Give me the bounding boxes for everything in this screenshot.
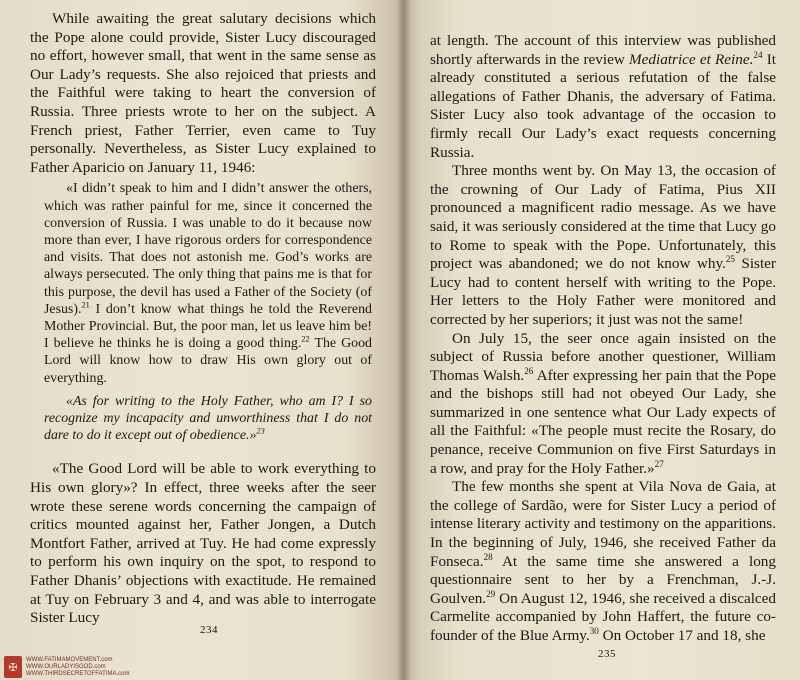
footnote-ref: 25 (725, 254, 735, 265)
shield-logo-icon: ✠ (4, 656, 22, 678)
paragraph (430, 478, 776, 645)
right-page-text (430, 32, 776, 646)
text-run: On July 15, the seer once again insisted on the subject of Russia before another questioner, William Thomas Walsh. (430, 329, 776, 384)
footnote-ref: 30 (589, 625, 599, 636)
text-run: At the same time she answered a long questionnaire sent to her by a Frenchman, J.-J. Goulven. (430, 552, 776, 607)
italic-quote (44, 393, 372, 445)
text-run: After expressing her pain that the Pope and the bishops still had not obeyed Our Lady, she summarized in one sentence what Our Lady expects of all the Faithful: «The people must recite the Rosary, do penance, receive Communion on five First Saturdays in a row, and pray for the Holy Father.» (430, 366, 776, 477)
watermark (4, 656, 129, 678)
paragraph: «The Good Lord will be able to work everything to His own glory»? In effect, three weeks after the seer wrote these serene words concerning the campaign of critics mounted against her, Father Jongen, a Dutch Montfort Father, arrived at Tuy. He had come expressly to perform his own inquiry on the spot, to respond to Father Dhanis’ objections with exactitude. He remained at Tuy on February 3 and 4, and was able to interrogate Sister Lucy (30, 460, 376, 627)
footnote-ref: 28 (483, 551, 493, 562)
block-quote (44, 180, 372, 386)
quote-text: I don’t know what things he told the Reverend Mother Provincial. But, the poor man, let us leave him be! I believe he thinks he is doing a good thing. (44, 301, 372, 352)
quote-text: The Good Lord will know how to draw His own glory out of everything. (44, 336, 372, 386)
watermark-url: WWW.THIRDSECRETOFFATIMA.com (26, 671, 130, 677)
text-run: Three months went by. On May 13, the occasion of the crowning of Our Lady of Fatima, Pius XII pronounced a magnificent radio message. As we have said, it was seriously considered at the time that Lucy go to Rome to speak with the Pope. Unfortunately, this project was abandoned; we do not know why. (430, 162, 776, 273)
watermark-url: WWW.FATIMAMOVEMENT.com (26, 657, 113, 663)
text-run: On October 17 and 18, she (598, 627, 766, 644)
paragraph (430, 162, 776, 329)
footnote-ref: 21 (81, 300, 90, 310)
watermark-urls (26, 657, 129, 678)
text-run: at length. The account of this interview was published shortly afterwards in the review (430, 32, 776, 68)
footnote-ref: 27 (654, 458, 664, 469)
left-page-text (30, 10, 376, 628)
paragraph (430, 330, 776, 479)
footnote-ref: 29 (486, 588, 496, 599)
page-number: 235 (598, 648, 616, 660)
footnote-ref: 23 (256, 426, 265, 436)
quote-text: «I didn’t speak to him and I didn’t answer the others, which was rather painful for me, since it concerned the conversion of Russia. I was unable to do it because now more than ever, I have rigorous orders for correspondence and visits. That does not astonish me. God’s works are always persecuted. The only thing that pains me is that for this purpose, the devil has used a Father of the Society (of Jesus). (44, 181, 372, 317)
page-number: 234 (200, 624, 218, 636)
review-title: Mediatrice et Reine. (629, 50, 754, 68)
text-run: Sister Lucy had to content herself with writing to the Pope. Her letters to the Holy Father were monitored and corrected by her superiors; it just was not the same! (430, 255, 776, 328)
right-page (404, 0, 800, 680)
paragraph: While awaiting the great salutary decisions which the Pope alone could provide, Sister Lucy discouraged no effort, however small, that went in the same sense as Our Lady’s requests. She also rejoiced that priests and the Faithful were taking to heart the conversion of Russia. Three priests wrote to her on the subject. A French priest, Father Terrier, even came to Tuy personally. Nevertheless, as Sister Lucy explained to Father Aparicio on January 11, 1946: (30, 10, 376, 176)
text-run: It already constituted a serious refutation of the false allegations of Father Dhanis, the adversary of Fatima. Sister Lucy also took advantage of the occasion to firmly recall Our Lady’s exact requests concerning Russia. (430, 50, 777, 161)
footnote-ref: 24 (753, 49, 763, 60)
italic-quote-text: «As for writing to the Holy Father, who am I? I so recognize my incapacity and unworthiness that I do not dare to do it except out of obedience.» (44, 393, 372, 444)
footnote-ref: 22 (301, 334, 310, 344)
text-run: On August 12, 1946, she received a discalced Carmelite accompanied by John Haffert, the future co-founder of the Blue Army. (430, 589, 776, 644)
text-run: The few months she spent at Vila Nova de Gaia, at the college of Sardão, were for Sister Lucy a period of intense literary activity and testimony on the apparitions. In the beginning of July, 1946, she received Father da Fonseca. (430, 478, 776, 570)
watermark-url: WWW.OURLADYISGOD.com (26, 664, 106, 670)
paragraph (430, 32, 776, 162)
footnote-ref: 26 (524, 365, 534, 376)
